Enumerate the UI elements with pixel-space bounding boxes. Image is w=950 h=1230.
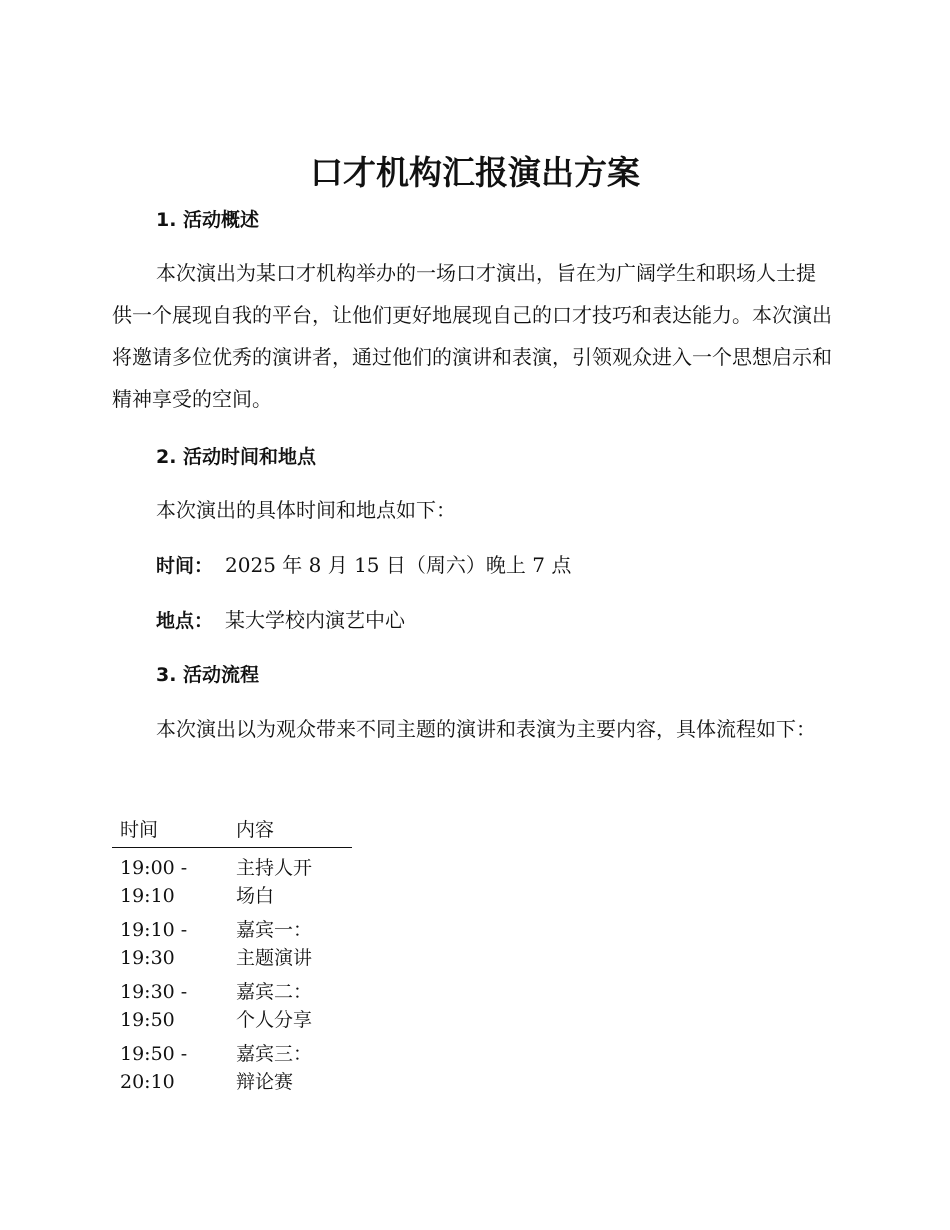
section-heading-overview: 1. 活动概述 (156, 209, 260, 231)
content-line: 嘉宾三： (236, 1043, 313, 1065)
document-title: 口才机构汇报演出方案 (310, 153, 640, 192)
table-cell-time (112, 854, 236, 910)
table-cell-content (236, 1040, 352, 1096)
flow-paragraph: 本次演出以为观众带来不同主题的演讲和表演为主要内容，具体流程如下： (156, 717, 816, 741)
table-row (112, 972, 352, 1034)
time-start: 19:10 - (120, 919, 188, 941)
time-value: 2025 年 8 月 15 日（周六）晚上 7 点 (225, 553, 572, 577)
content-line: 场白 (236, 885, 275, 907)
place-label: 地点： (156, 610, 214, 632)
time-line (156, 550, 571, 581)
content-line: 主题演讲 (236, 947, 313, 969)
table-cell-time (112, 978, 236, 1034)
table-cell-content (236, 978, 352, 1034)
table-cell-content (236, 916, 352, 972)
table-cell-content (236, 854, 352, 910)
time-end: 19:10 (120, 885, 175, 907)
place-value: 某大学校内演艺中心 (225, 608, 406, 632)
section-heading-time-place: 2. 活动时间和地点 (156, 446, 317, 468)
table-header-content: 内容 (236, 819, 275, 841)
time-start: 19:30 - (120, 981, 188, 1003)
section-heading-flow: 3. 活动流程 (156, 664, 260, 686)
place-line (156, 605, 405, 636)
time-label: 时间： (156, 555, 214, 577)
table-row (112, 1034, 352, 1096)
table-header-time: 时间 (120, 819, 159, 841)
table-row (112, 910, 352, 972)
time-start: 19:50 - (120, 1043, 188, 1065)
time-end: 20:10 (120, 1071, 175, 1093)
table-cell-time (112, 1040, 236, 1096)
overview-paragraph: 本次演出为某口才机构举办的一场口才演出，旨在为广阔学生和职场人士提供一个展现自我的平台，让他们更好地展现自己的口才技巧和表达能力。本次演出将邀请多位优秀的演讲者，通过他们的演讲和表演，引领观众进入一个思想启示和精神享受的空间。 (112, 261, 832, 411)
program-table (112, 815, 352, 1096)
time-place-intro: 本次演出的具体时间和地点如下： (156, 498, 456, 522)
content-line: 辩论赛 (236, 1071, 294, 1093)
time-end: 19:50 (120, 1009, 175, 1031)
table-row (112, 848, 352, 910)
content-line: 嘉宾一： (236, 919, 313, 941)
table-cell-time (112, 916, 236, 972)
table-header-row (112, 815, 352, 848)
time-start: 19:00 - (120, 857, 188, 879)
time-end: 19:30 (120, 947, 175, 969)
content-line: 嘉宾二： (236, 981, 313, 1003)
content-line: 个人分享 (236, 1009, 313, 1031)
content-line: 主持人开 (236, 857, 313, 879)
